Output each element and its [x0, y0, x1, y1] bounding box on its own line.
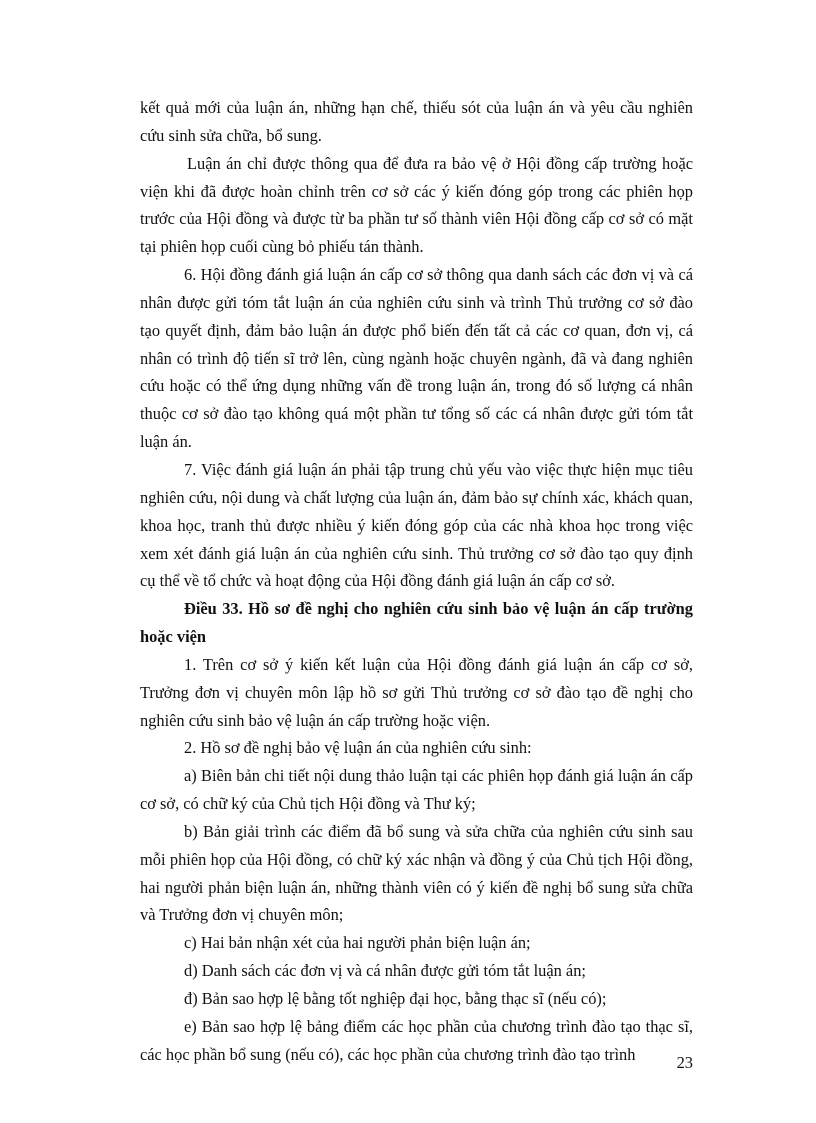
list-item: a) Biên bản chi tiết nội dung thảo luận tại các phiên họp đánh giá luận án cấp cơ sở, có chữ ký của Chủ tịch Hội đồng và Thư ký;: [140, 766, 693, 814]
list-item: c) Hai bản nhận xét của hai người phản biện luận án;: [184, 933, 531, 953]
page-number: 23: [676, 1053, 693, 1072]
paragraph: 2. Hồ sơ đề nghị bảo vệ luận án của nghiên cứu sinh:: [184, 738, 532, 758]
paragraph: 1. Trên cơ sở ý kiến kết luận của Hội đồng đánh giá luận án cấp cơ sở, Trưởng đơn vị chuyên môn lập hồ sơ gửi Thủ trưởng cơ sở đào tạo đề nghị cho nghiên cứu sinh bảo vệ luận án cấp trường hoặc viện.: [140, 654, 693, 730]
paragraph: kết quả mới của luận án, những hạn chế, thiếu sót của luận án và yêu cầu nghiên cứu sinh sửa chữa, bổ sung.: [140, 98, 693, 145]
article-title: Điều 33. Hồ sơ đề nghị cho nghiên cứu sinh bảo vệ luận án cấp trường hoặc viện: [140, 599, 693, 647]
document-body: [140, 94, 693, 1069]
paragraph: 6. Hội đồng đánh giá luận án cấp cơ sở thông qua danh sách các đơn vị và cá nhân được gửi tóm tắt luận án của nghiên cứu sinh và trình Thủ trưởng cơ sở đào tạo quyết định, đảm bảo luận án được phổ biến đến tất cả các cơ quan, đơn vị, cá nhân có trình độ tiến sĩ trở lên, cùng ngành hoặc chuyên ngành, đã và đang nghiên cứu hoặc có thể ứng dụng những vấn đề trong luận án, trong đó số lượng cá nhân thuộc cơ sở đào tạo không quá một phần tư tổng số các cá nhân được gửi tóm tắt luận án.: [140, 265, 693, 452]
list-item: b) Bản giải trình các điểm đã bổ sung và sửa chữa của nghiên cứu sinh sau mỗi phiên họp của Hội đồng, có chữ ký xác nhận và đồng ý của Chủ tịch Hội đồng, hai người phản biện luận án, những thành viên có ý kiến đề nghị bổ sung sửa chữa và Trưởng đơn vị chuyên môn;: [140, 821, 693, 925]
list-item: đ) Bản sao hợp lệ bằng tốt nghiệp đại học, bằng thạc sĩ (nếu có);: [184, 989, 607, 1008]
list-item: d) Danh sách các đơn vị và cá nhân được gửi tóm tắt luận án;: [184, 961, 586, 981]
list-item: e) Bản sao hợp lệ bảng điểm các học phần của chương trình đào tạo thạc sĩ, các học phần bổ sung (nếu có), các học phần của chương trình đào tạo trình: [140, 1016, 693, 1064]
paragraph: 7. Việc đánh giá luận án phải tập trung chủ yếu vào việc thực hiện mục tiêu nghiên cứu, nội dung và chất lượng của luận án, đảm bảo sự chính xác, khách quan, khoa học, tranh thủ được nhiều ý kiến đóng góp của các nhà khoa học trong việc xem xét đánh giá luận án của nghiên cứu sinh. Thủ trưởng cơ sở đào tạo quy định cụ thể về tổ chức và hoạt động của Hội đồng đánh giá luận án cấp cơ sở.: [140, 459, 693, 591]
paragraph: Luận án chỉ được thông qua để đưa ra bảo vệ ở Hội đồng cấp trường hoặc viện khi đã được hoàn chỉnh trên cơ sở các ý kiến đóng góp trong các phiên họp trước của Hội đồng và được từ ba phần tư số thành viên Hội đồng cấp cơ sở có mặt tại phiên họp cuối cùng bỏ phiếu tán thành.: [140, 153, 693, 257]
